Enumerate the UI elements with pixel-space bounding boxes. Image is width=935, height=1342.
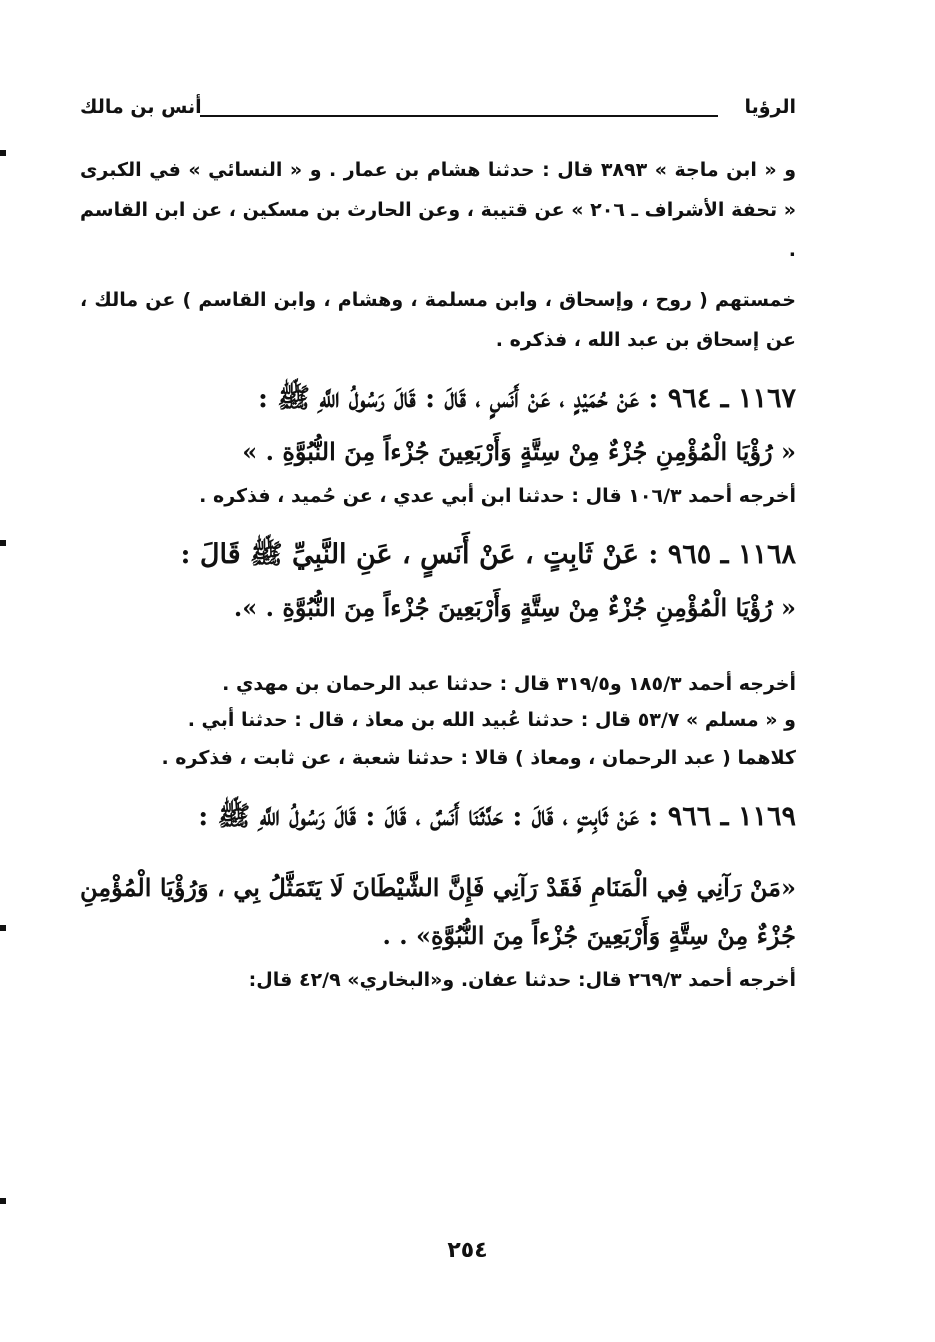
takhrij-paragraph: و « ابن ماجة » ٣٨٩٣ قال : حدثنا هشام بن عمار . و « النسائي » في الكبرى « تحفة الأشراف ـ ٢٠٦ » عن قتيبة ، وعن الحارث بن مسكين ، عن ابن القاسم . bbox=[80, 159, 796, 261]
header-rule bbox=[200, 115, 718, 117]
header-section-title: أنس بن مالك bbox=[80, 96, 202, 118]
header-chapter-title: الرؤيا bbox=[744, 96, 796, 118]
running-header bbox=[80, 96, 796, 130]
takhrij-paragraph: أخرجه أحمد ٢٦٩/٣ قال: حدثنا عفان. و«البخاري» ٤٢/٩ قال: bbox=[248, 969, 796, 991]
page-number: ٢٥٤ bbox=[447, 1238, 488, 1263]
hadith-matn: « رُؤْيَا الْمُؤْمِنِ جُزْءٌ مِنْ سِتَّةٍ وَأَرْبَعِينَ جُزْءاً مِنَ النُّبُوَّةِ . » bbox=[242, 437, 796, 466]
takhrij-paragraph: خمستهم ( روح ، وإسحاق ، وابن مسلمة ، وهشام ، وابن القاسم ) عن مالك ، عن إسحاق بن عبد الله ، فذكره . bbox=[80, 289, 796, 351]
takhrij-paragraph: أخرجه أحمد ١٨٥/٣ و٣١٩/٥ قال : حدثنا عبد الرحمان بن مهدي . bbox=[222, 673, 796, 695]
takhrij-paragraph: و « مسلم » ٥٣/٧ قال : حدثنا عُبيد الله بن معاذ ، قال : حدثنا أبي . bbox=[187, 709, 796, 731]
page-body bbox=[80, 150, 796, 1000]
scan-edge-mark bbox=[0, 925, 6, 931]
scan-edge-mark bbox=[0, 540, 6, 546]
scan-edge-mark bbox=[0, 1198, 6, 1204]
scan-edge-mark bbox=[0, 150, 6, 156]
takhrij-paragraph: أخرجه أحمد ١٠٦/٣ قال : حدثنا ابن أبي عدي ، عن حُميد ، فذكره . bbox=[199, 485, 796, 507]
hadith-matn: « رُؤْيَا الْمُؤْمِنِ جُزْءٌ مِنْ سِتَّةٍ وَأَرْبَعِينَ جُزْءاً مِنَ النُّبُوَّةِ . ». bbox=[233, 593, 796, 622]
hadith-matn: «مَنْ رَآنِي فِي الْمَنَامِ فَقَدْ رَآنِي فَإِنَّ الشَّيْطَانَ لَا يَتَمَثَّلُ بِي ، وَرُؤْيَا الْمُؤْمِنِ جُزْءٌ مِنْ سِتَّةٍ وَأَرْبَعِينَ جُزْءاً مِنَ النُّبُوَّةِ» . . bbox=[80, 873, 796, 950]
takhrij-paragraph: كلاهما ( عبد الرحمان ، ومعاذ ) قالا : حدثنا شعبة ، عن ثابت ، فذكره . bbox=[161, 747, 796, 769]
hadith-isnad: ١١٦٩ ـ ٩٦٦ : عَنْ ثَابِتٍ ، قَالَ : حَدَّثَنَا أَنَسٌ ، قَالَ : قَالَ رَسُولُ اللَّهِ ﷺ : bbox=[198, 801, 796, 832]
hadith-isnad: ١١٦٨ ـ ٩٦٥ : عَنْ ثَابِتٍ ، عَنْ أَنَسٍ ، عَنِ النَّبِيِّ ﷺ قَالَ : bbox=[180, 539, 796, 570]
hadith-isnad: ١١٦٧ ـ ٩٦٤ : عَنْ حُمَيْدٍ ، عَنْ أَنَسٍ ، قَالَ : قَالَ رَسُولُ اللَّهِ ﷺ : bbox=[257, 383, 796, 414]
